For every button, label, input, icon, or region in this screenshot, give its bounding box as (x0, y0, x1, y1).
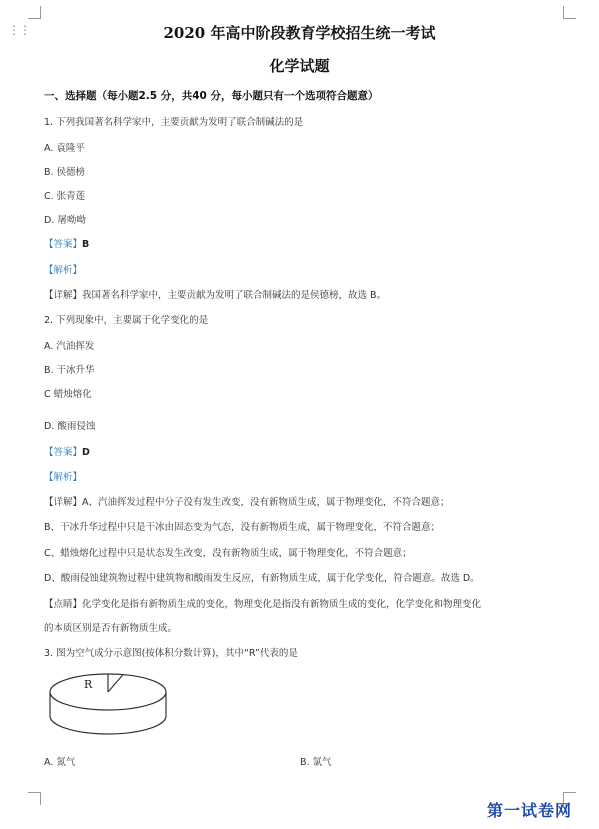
q2-tip-cont: 的本质区别是否有新物质生成。 (44, 623, 178, 634)
crop-mark-top-right (563, 6, 576, 19)
q3-stem: 3. 图为空气成分示意图(按体积分数计算)，其中“R”代表的是 (44, 648, 298, 659)
q2-option-d: D. 酸雨侵蚀 (44, 421, 96, 432)
tip-text: 化学变化是指有新物质生成的变化，物理变化是指没有新物质生成的变化，化学变化和物理变化 (82, 599, 482, 610)
answer-tag: 【答案】 (44, 447, 83, 458)
q3-option-a: A. 氮气 (44, 757, 76, 768)
q2-detail-c: C、蜡烛熔化过程中只是状态发生改变，没有新物质生成，属于物理变化，不符合题意； (44, 548, 412, 559)
q2-stem: 2. 下列现象中，主要属于化学变化的是 (44, 315, 209, 326)
q2-detail-d: D、酸雨侵蚀建筑物过程中建筑物和酸雨发生反应，有新物质生成，属于化学变化，符合题意。故选 D。 (44, 573, 480, 584)
detail-text: 我国著名科学家中，主要贡献为发明了联合制碱法的是侯德榜，故选 B。 (82, 290, 387, 301)
crop-mark-bottom-left (28, 792, 41, 805)
q2-analysis-tag: 【解析】 (44, 472, 83, 483)
q1-stem: 1. 下列我国著名科学家中，主要贡献为发明了联合制碱法的是 (44, 117, 304, 128)
q1-option-a: A. 袁隆平 (44, 143, 85, 154)
tip-tag: 【点睛】 (44, 599, 83, 610)
q3-option-b: B. 氯气 (300, 757, 332, 768)
q2-option-a: A. 汽油挥发 (44, 341, 95, 352)
site-watermark: 第一试卷网 (487, 801, 573, 820)
q1-option-c: C. 张青莲 (44, 191, 86, 202)
q1-option-d: D. 屠呦呦 (44, 215, 86, 226)
detail-text: A、汽油挥发过程中分子没有发生改变，没有新物质生成，属于物理变化，不符合题意； (82, 497, 450, 508)
q2-option-b: B. 干冰升华 (44, 365, 95, 376)
answer-tag: 【答案】 (44, 239, 83, 250)
detail-tag: 【详解】 (44, 497, 83, 508)
q1-answer (44, 236, 89, 250)
drag-handle-icon[interactable]: ⋮⋮ (8, 23, 30, 37)
air-composition-diagram (44, 668, 174, 742)
exam-subject: 化学试题 (269, 57, 330, 75)
sector-label-r: R (84, 678, 93, 691)
q2-tip (44, 596, 481, 610)
answer-value: D (82, 447, 90, 458)
q1-analysis-tag: 【解析】 (44, 265, 83, 276)
q1-option-b: B. 侯德榜 (44, 167, 86, 178)
q1-detail (44, 287, 386, 301)
detail-tag: 【详解】 (44, 290, 83, 301)
q2-option-c: C 蜡烛熔化 (44, 389, 92, 400)
crop-mark-top-left (28, 6, 41, 19)
answer-value: B (82, 239, 90, 250)
section-heading: 一、选择题（每小题2.5 分，共40 分，每小题只有一个选项符合题意） (44, 90, 379, 102)
q2-detail-a (44, 494, 450, 508)
q2-detail-b: B、干冰升华过程中只是干冰由固态变为气态，没有新物质生成，属于物理变化，不符合题意； (44, 522, 441, 533)
exam-title: 2020 年高中阶段教育学校招生统一考试 (163, 24, 436, 42)
q2-answer (44, 444, 90, 458)
